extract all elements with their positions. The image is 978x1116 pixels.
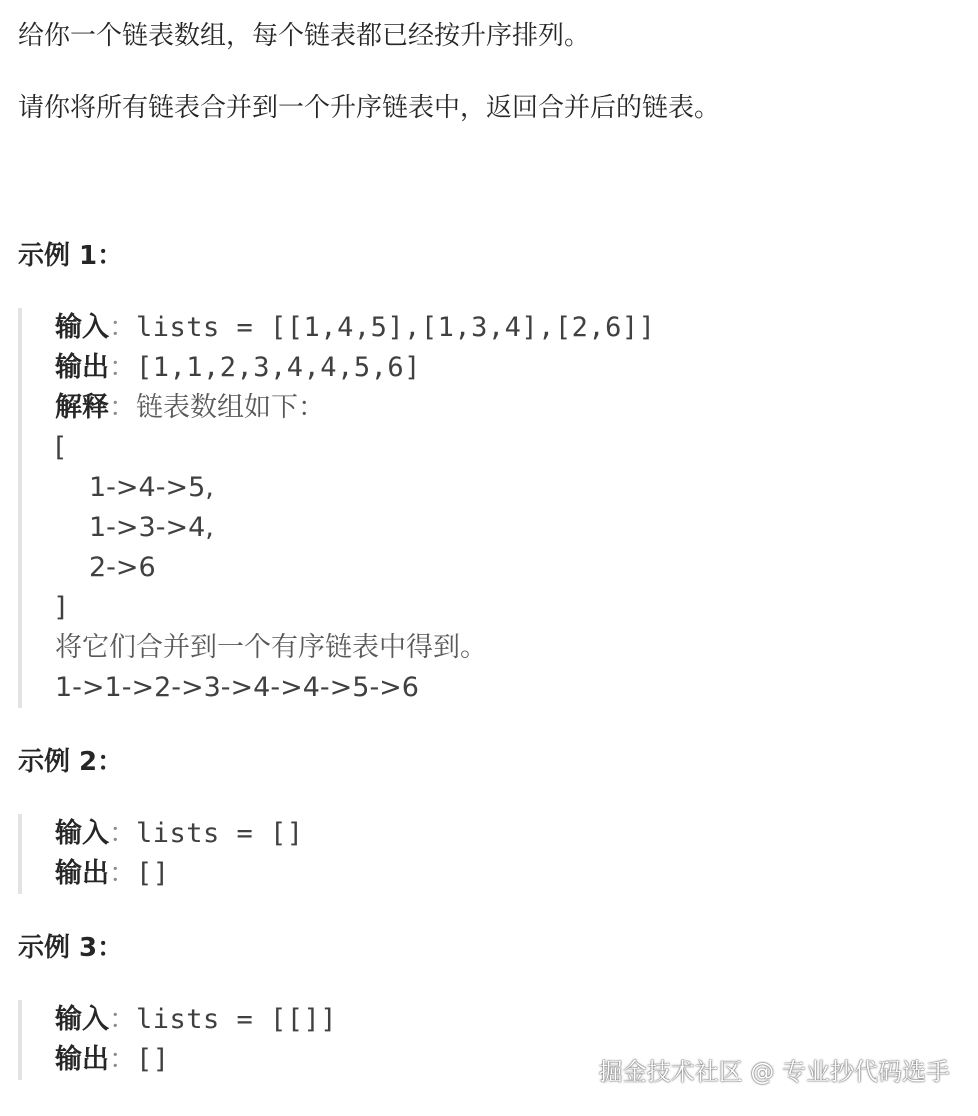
problem-description: 给你一个链表数组，每个链表都已经按升序排列。 bbox=[18, 21, 591, 51]
example-2-heading: 示例 2： bbox=[18, 747, 124, 777]
example-2-input-value: lists = [] bbox=[136, 818, 304, 849]
example-1-input-value: lists = [[1,4,5],[1,3,4],[2,6]] bbox=[136, 312, 656, 343]
example-1-block bbox=[18, 308, 718, 708]
example-1-result: 1->1->2->3->4->4->5->6 bbox=[55, 672, 419, 703]
example-1-explain-text: 链表数组如下： bbox=[136, 392, 325, 423]
example-1-explain-line: 解释：链表数组如下： bbox=[55, 392, 325, 423]
problem-instruction: 请你将所有链表合并到一个升序链表中，返回合并后的链表。 bbox=[18, 93, 721, 123]
example-3-heading: 示例 3： bbox=[18, 933, 124, 963]
list-row-1: 1->4->5, bbox=[89, 472, 214, 503]
example-3-output-line: 输出：[] bbox=[55, 1044, 170, 1075]
watermark: 掘金技术社区 @ 专业抄代码选手 bbox=[598, 1058, 950, 1086]
list-open-bracket: [ bbox=[55, 432, 66, 463]
example-2-output-line: 输出：[] bbox=[55, 858, 170, 889]
example-1-conclusion: 将它们合并到一个有序链表中得到。 bbox=[55, 632, 487, 663]
input-label: 输入 bbox=[55, 312, 109, 343]
example-3-output-value: [] bbox=[136, 1044, 170, 1075]
list-row-3: 2->6 bbox=[89, 552, 156, 583]
example-3-input-line: 输入：lists = [[]] bbox=[55, 1004, 338, 1035]
list-close-bracket: ] bbox=[55, 592, 66, 623]
example-1-output-line: 输出：[1,1,2,3,4,4,5,6] bbox=[55, 352, 421, 383]
example-2-output-value: [] bbox=[136, 858, 170, 889]
output-label: 输出 bbox=[55, 352, 109, 383]
explain-label: 解释 bbox=[55, 392, 109, 423]
list-row-2: 1->3->4, bbox=[89, 512, 214, 543]
example-3-input-value: lists = [[]] bbox=[136, 1004, 338, 1035]
example-2-block bbox=[18, 814, 718, 894]
example-1-input-line: 输入：lists = [[1,4,5],[1,3,4],[2,6]] bbox=[55, 312, 656, 343]
example-1-heading: 示例 1： bbox=[18, 241, 124, 271]
example-1-output-value: [1,1,2,3,4,4,5,6] bbox=[136, 352, 421, 383]
example-2-input-line: 输入：lists = [] bbox=[55, 818, 304, 849]
